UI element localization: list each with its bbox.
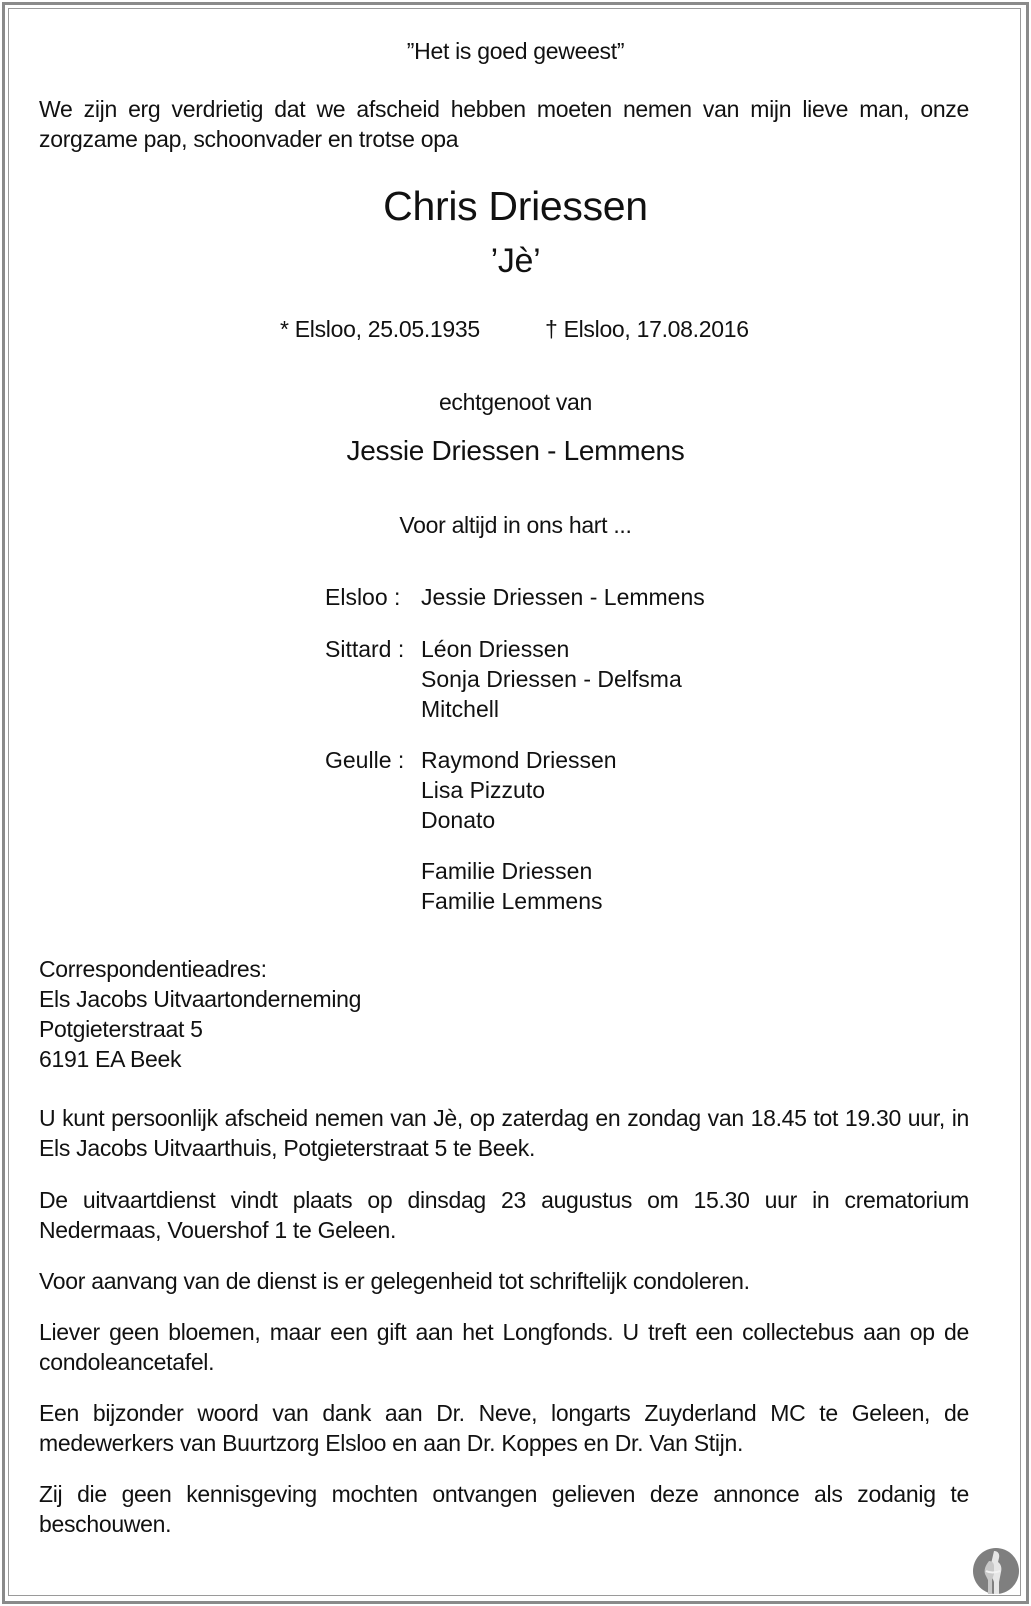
- embracing-figures-logo-icon: [972, 1547, 1020, 1595]
- family-group-sittard: [325, 634, 682, 722]
- family-member: Familie Driessen: [421, 858, 593, 884]
- family-place: Sittard :: [325, 636, 405, 662]
- paragraph-service: De uitvaartdienst vindt plaats op dinsdag 23 augustus om 15.30 uur in crematorium Nedermaas, Vouershof 1 te Geleen.: [39, 1187, 969, 1243]
- family-group-other: [325, 856, 603, 914]
- birth-date: * Elsloo, 25.05.1935: [280, 316, 480, 342]
- family-member: Familie Lemmens: [421, 888, 603, 914]
- correspondence-line: 6191 EA Beek: [39, 1046, 182, 1072]
- deceased-nickname: ’Jè’: [490, 242, 541, 280]
- paragraph-notice: Zij die geen kennisgeving mochten ontvangen gelieven deze annonce als zodanig te beschouwen.: [39, 1481, 969, 1537]
- family-member: Raymond Driessen: [421, 747, 617, 773]
- intro-text: We zijn erg verdrietig dat we afscheid hebben moeten nemen van mijn lieve man, onze zorgzame pap, schoonvader en trotse opa: [39, 96, 969, 152]
- paragraph-thanks: Een bijzonder woord van dank aan Dr. Neve, longarts Zuyderland MC te Geleen, de medewerkers van Buurtzorg Elsloo en aan Dr. Koppes en Dr. Van Stijn.: [39, 1400, 969, 1456]
- family-place: Geulle :: [325, 747, 405, 773]
- motto: ”Het is goed geweest”: [406, 38, 625, 64]
- family-member: Mitchell: [421, 696, 499, 722]
- family-group-elsloo: [325, 582, 705, 612]
- paragraph-viewing: U kunt persoonlijk afscheid nemen van Jè, op zaterdag en zondag van 18.45 tot 19.30 uur, in Els Jacobs Uitvaarthuis, Potgieterstraat 5 te Beek.: [39, 1105, 969, 1161]
- correspondence-label: Correspondentieadres:: [39, 956, 267, 982]
- tagline: Voor altijd in ons hart ...: [399, 512, 632, 538]
- family-member: Donato: [421, 807, 496, 833]
- family-member: Lisa Pizzuto: [421, 777, 546, 803]
- correspondence-line: Els Jacobs Uitvaartonderneming: [39, 986, 362, 1012]
- correspondence-line: Potgieterstraat 5: [39, 1016, 203, 1042]
- family-member: Jessie Driessen - Lemmens: [421, 584, 705, 610]
- deceased-name: Chris Driessen: [383, 183, 648, 229]
- paragraph-condolences: Voor aanvang van de dienst is er gelegenheid tot schriftelijk condoleren.: [39, 1268, 750, 1294]
- spouse-label: echtgenoot van: [438, 389, 593, 415]
- family-member: Sonja Driessen - Delfsma: [421, 666, 682, 692]
- family-place: Elsloo :: [325, 584, 401, 610]
- death-date: † Elsloo, 17.08.2016: [545, 316, 749, 342]
- family-group-geulle: [325, 745, 617, 833]
- paragraph-donations: Liever geen bloemen, maar een gift aan het Longfonds. U treft een collectebus aan op de condoleancetafel.: [39, 1319, 969, 1375]
- spouse-name: Jessie Driessen - Lemmens: [346, 435, 685, 466]
- family-member: Léon Driessen: [421, 636, 570, 662]
